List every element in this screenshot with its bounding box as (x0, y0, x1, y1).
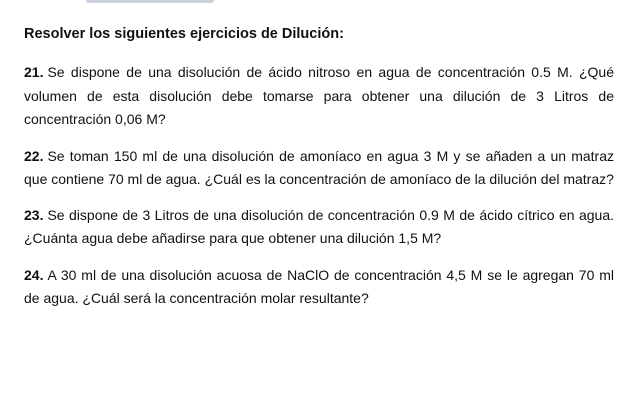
document-heading: Resolver los siguientes ejercicios de Dilución: (24, 26, 344, 42)
exercise-22 (24, 145, 614, 192)
exercise-text: Se dispone de una disolución de ácido nitroso en agua de concentración 0.5 M. ¿Qué volumen de esta disolución debe tomarse para obtener una dilución de 3 Litros de concentración 0,06 M? (24, 64, 614, 127)
exercise-text: A 30 ml de una disolución acuosa de NaClO de concentración 4,5 M se le agregan 70 ml de agua. ¿Cuál será la concentración molar resultante? (24, 266, 614, 306)
exercise-24 (24, 264, 614, 311)
top-decorative-rule (86, 0, 214, 3)
exercise-number: 23. (24, 206, 44, 223)
exercise-21 (24, 61, 614, 132)
exercise-number: 21. (24, 64, 44, 80)
exercise-text: Se dispone de 3 Litros de una disolución de concentración 0.9 M de ácido cítrico en agua. ¿Cuánta agua debe añadirse para que obtener una dilución 1,5 M? (24, 206, 614, 246)
exercise-number: 24. (24, 266, 44, 283)
exercise-number: 22. (24, 147, 44, 164)
document-page (24, 24, 614, 311)
exercise-23 (24, 204, 614, 251)
exercise-text: Se toman 150 ml de una disolución de amoníaco en agua 3 M y se añaden a un matraz que contiene 70 ml de agua. ¿Cuál es la concentración de amoníaco de la dilución del matraz? (24, 147, 614, 187)
